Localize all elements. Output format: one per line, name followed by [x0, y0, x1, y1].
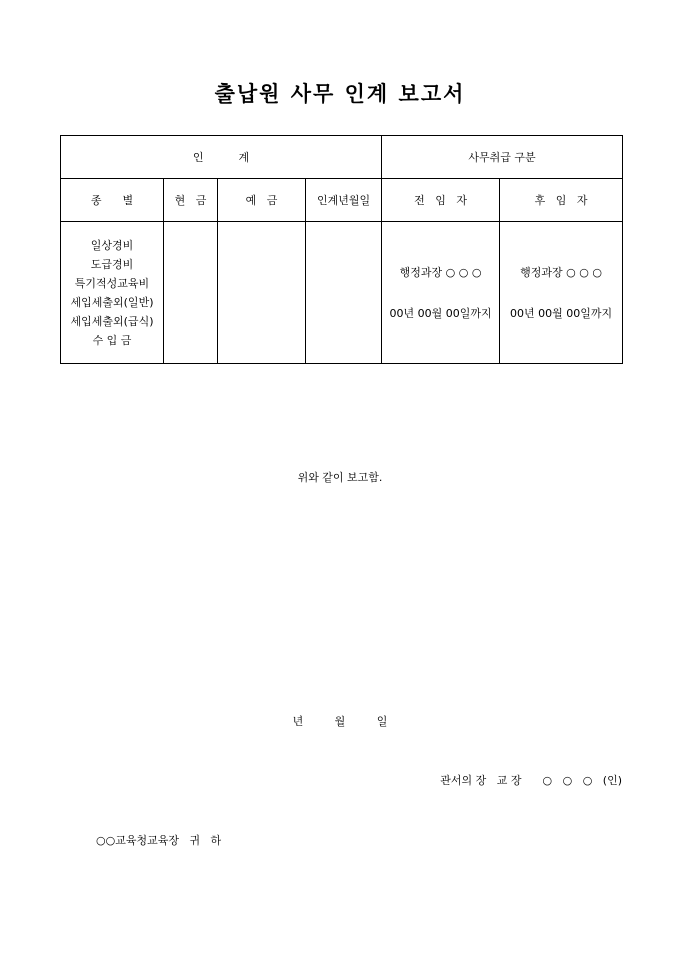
type-item: 세입세출외(일반): [70, 295, 154, 309]
col-date-header: 인계년월일: [306, 179, 382, 222]
cash-cell: [164, 222, 218, 364]
document-title: 출납원 사무 인계 보고서: [214, 81, 466, 106]
successor-until: 00년 00월 00일까지: [509, 306, 613, 320]
type-item: 수 입 금: [92, 333, 132, 347]
header-duty-category: 사무취급 구분: [382, 136, 623, 179]
col-deposit-header: 예 금: [218, 179, 306, 222]
successor-cell: [500, 222, 623, 364]
predecessor-name: 행정과장 ○ ○ ○: [399, 265, 482, 279]
col-type-header: 종 별: [61, 179, 164, 222]
predecessor-until: 00년 00월 00일까지: [389, 306, 492, 320]
type-item: 도급경비: [90, 257, 134, 271]
handover-date-cell: [306, 222, 382, 364]
signature-line: 관서의 장 교 장 ○ ○ ○ (인): [440, 774, 622, 787]
type-list-cell: [61, 222, 164, 364]
report-statement: 위와 같이 보고함.: [297, 471, 383, 484]
type-item: 세입세출외(급식): [70, 314, 154, 328]
type-item: 특기적성교육비: [74, 276, 150, 290]
header-handover: 인 계: [61, 136, 382, 179]
deposit-cell: [218, 222, 306, 364]
col-cash-header: 현 금: [164, 179, 218, 222]
successor-name: 행정과장 ○ ○ ○: [520, 265, 602, 279]
handover-table: [60, 135, 623, 364]
type-item: 일상경비: [90, 238, 134, 252]
addressee-line: ○○교육청교육장 귀 하: [96, 834, 222, 847]
date-line: 년 월 일: [292, 715, 388, 728]
col-successor-header: 후 임 자: [500, 179, 623, 222]
col-predecessor-header: 전 임 자: [382, 179, 500, 222]
predecessor-cell: [382, 222, 500, 364]
